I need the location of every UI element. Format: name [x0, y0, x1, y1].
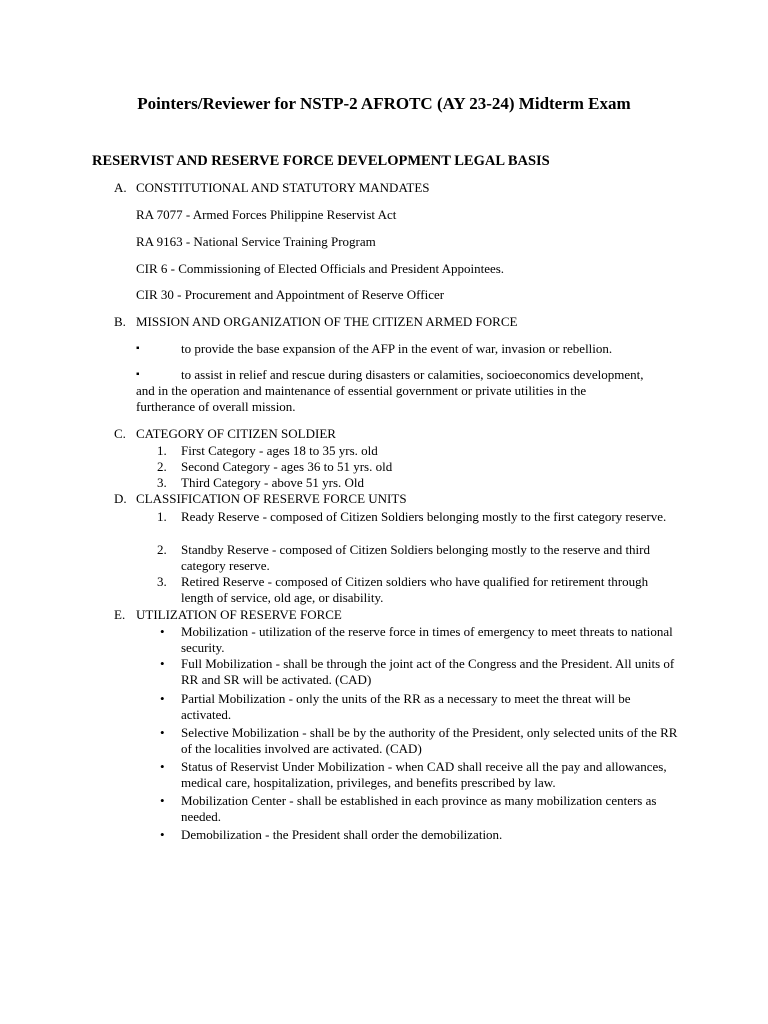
section-e-title: UTILIZATION OF RESERVE FORCE: [136, 607, 342, 622]
section-b-title: MISSION AND ORGANIZATION OF THE CITIZEN ARMED FORCE: [136, 314, 518, 329]
section-a-item: RA 9163 - National Service Training Program: [136, 234, 376, 249]
section-c-heading: [114, 426, 336, 442]
section-b-item: to provide the base expansion of the AFP in the event of war, invasion or rebellion.: [181, 341, 613, 356]
section-d-item: Retired Reserve - composed of Citizen soldiers who have qualified for retirement through length of service, old age, or disability.: [181, 574, 649, 605]
section-c-item: First Category - ages 18 to 35 yrs. old: [181, 443, 378, 458]
list-number: 1.: [157, 443, 167, 458]
section-e-item: Partial Mobilization - only the units of the RR as a necessary to meet the threat will be activated.: [181, 691, 631, 722]
bullet-icon: •: [160, 759, 165, 774]
section-a-item: CIR 30 - Procurement and Appointment of Reserve Officer: [136, 287, 445, 302]
section-a-item: CIR 6 - Commissioning of Elected Officials and President Appointees.: [136, 261, 505, 276]
bullet-icon: •: [160, 624, 165, 639]
main-heading: RESERVIST AND RESERVE FORCE DEVELOPMENT LEGAL BASIS: [92, 153, 550, 169]
section-d-letter: D.: [114, 491, 127, 506]
section-b-item-line: furtherance of overall mission.: [136, 399, 296, 414]
section-d-item: Ready Reserve - composed of Citizen Soldiers belonging mostly to the first category reserve.: [181, 509, 667, 524]
list-number: 1.: [157, 509, 167, 524]
square-bullet-icon: ▪: [136, 369, 140, 380]
bullet-icon: •: [160, 725, 165, 740]
section-e-letter: E.: [114, 607, 126, 622]
bullet-icon: •: [160, 656, 165, 671]
section-d-item: Standby Reserve - composed of Citizen Soldiers belonging mostly to the reserve and third category reserve.: [181, 542, 650, 573]
section-c-item: Second Category - ages 36 to 51 yrs. old: [181, 459, 393, 474]
section-b-letter: B.: [114, 314, 126, 329]
document-title: Pointers/Reviewer for NSTP-2 AFROTC (AY 23-24) Midterm Exam: [137, 94, 631, 113]
bullet-icon: •: [160, 691, 165, 706]
section-e-item: Demobilization - the President shall order the demobilization.: [181, 827, 503, 842]
bullet-icon: •: [160, 793, 165, 808]
section-c-item: Third Category - above 51 yrs. Old: [181, 475, 365, 490]
section-e-item: Status of Reservist Under Mobilization - when CAD shall receive all the pay and allowances, medical care, hospitalization, privileges, and benefits prescribed by law.: [181, 759, 667, 790]
section-a-item: RA 7077 - Armed Forces Philippine Reservist Act: [136, 207, 397, 222]
list-number: 3.: [157, 574, 167, 589]
section-e-item: Mobilization Center - shall be established in each province as many mobilization centers as needed.: [181, 793, 657, 824]
section-b-item-line: to assist in relief and rescue during disasters or calamities, socioeconomics development,: [181, 367, 644, 382]
section-a-letter: A.: [114, 180, 127, 195]
section-c-title: CATEGORY OF CITIZEN SOLDIER: [136, 426, 336, 441]
list-number: 2.: [157, 459, 167, 474]
section-d-title: CLASSIFICATION OF RESERVE FORCE UNITS: [136, 491, 407, 506]
section-d-heading: [114, 491, 407, 507]
bullet-icon: •: [160, 827, 165, 842]
section-a-heading: [114, 180, 430, 196]
section-e-heading: [114, 607, 342, 623]
section-e-item: Full Mobilization - shall be through the joint act of the Congress and the President. All units of RR and SR will be activated. (CAD): [181, 656, 675, 687]
section-b-item-line: and in the operation and maintenance of essential government or private utilities in the: [136, 383, 587, 398]
list-number: 2.: [157, 542, 167, 557]
list-number: 3.: [157, 475, 167, 490]
section-c-letter: C.: [114, 426, 126, 441]
section-b-heading: [114, 314, 517, 330]
square-bullet-icon: ▪: [136, 343, 140, 354]
section-a-title: CONSTITUTIONAL AND STATUTORY MANDATES: [136, 180, 430, 195]
section-e-item: Selective Mobilization - shall be by the authority of the President, only selected units of the RR of the localities involved are activated. (CAD): [181, 725, 678, 756]
section-e-item: Mobilization - utilization of the reserve force in times of emergency to meet threats to national security.: [181, 624, 673, 655]
